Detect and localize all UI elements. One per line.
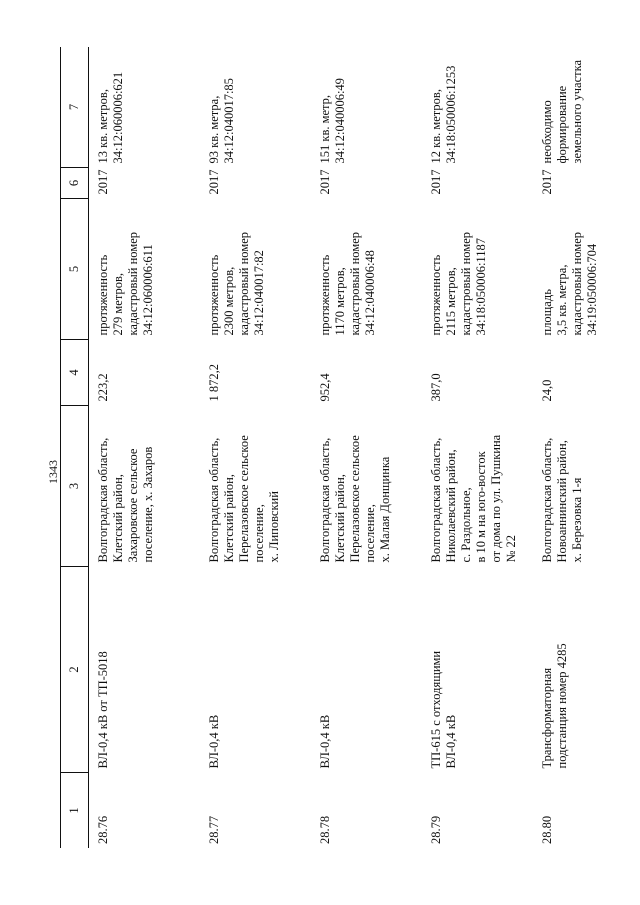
column-header-2: 2 [61,567,89,773]
table-header-row [61,47,89,848]
column-header-5: 5 [61,199,89,340]
cell-number: 28.77 [207,815,221,844]
cell-address: Волгоградская область, Николаевский район, с. Раздольное, в 10 м на юго-восток от дома по ул. Пушкина № 22 [429,434,518,563]
cell-land-plot: 12 кв. метров, 34:18:050006:1253 [429,65,458,164]
table-row [200,47,311,848]
cell-year: 2017 [207,169,221,195]
cell-value: 952,4 [318,373,332,402]
cell-value: 223,2 [96,373,110,402]
cell-value: 1 872,2 [207,364,221,402]
cell-land-plot: 13 кв. метров, 34:12:060006:621 [96,71,125,164]
cell-object-name: ТП-615 с отходящими ВЛ-0,4 кВ [429,650,458,769]
cell-value: 24,0 [540,379,554,402]
cell-address: Волгоградская область, Новоаннинский район, х. Березовка 1-я [540,437,584,563]
table-row [89,47,201,848]
rotated-table-container [60,53,600,848]
column-header-4: 4 [61,340,89,406]
table-row [533,47,640,848]
cell-year: 2017 [96,169,110,195]
cell-number: 28.78 [318,815,332,844]
cell-object-name: ВЛ-0,4 кВ [318,714,332,769]
cell-land-plot: 93 кв. метра, 34:12:040017:85 [207,78,236,164]
cell-land-plot: 151 кв. метр, 34:12:040006:49 [318,78,347,164]
cell-year: 2017 [429,169,443,195]
cell-characteristics: протяженность 2300 метров, кадастровый номер 34:12:040017:82 [207,231,266,336]
cell-address: Волгоградская область, Клетский район, Перелазовское сельское поселение, х. Липовский [207,435,281,563]
cell-number: 28.80 [540,815,554,844]
cell-number: 28.76 [96,815,110,844]
table-row [422,47,533,848]
cell-object-name: ВЛ-0,4 кВ от ТП-5018 [96,651,110,769]
cell-characteristics: протяженность 1170 метров, кадастровый номер 34:12:040006:48 [318,231,377,336]
cell-object-name: Трансформаторная подстанция номер 4285 [540,643,569,769]
cell-address: Волгоградская область, Клетский район, Перелазовское сельское поселение, х. Малая Донщинка [318,435,392,563]
table-row [311,47,422,848]
page-number: 1343 [46,460,60,484]
column-header-3: 3 [61,406,89,567]
cell-object-name: ВЛ-0,4 кВ [207,714,221,769]
column-header-1: 1 [61,773,89,849]
cell-characteristics: протяженность 279 метров, кадастровый номер 34:12:060006:611 [96,231,155,336]
cell-characteristics: протяженность 2115 метров, кадастровый номер 34:18:050006:1187 [429,231,488,336]
column-header-7: 7 [61,47,89,168]
cell-characteristics: площадь 3,5 кв. метра, кадастровый номер 34:19:050006:704 [540,231,599,336]
cell-address: Волгоградская область, Клетский район, Захаровское сельское поселение, х. Захаров [96,437,155,563]
cell-number: 28.79 [429,815,443,844]
cell-land-plot: необходимо формирование земельного участка [540,59,584,164]
cell-year: 2017 [318,169,332,195]
cell-year: 2017 [540,169,554,195]
cell-value: 387,0 [429,373,443,402]
property-table [60,47,640,848]
column-header-6: 6 [61,168,89,199]
